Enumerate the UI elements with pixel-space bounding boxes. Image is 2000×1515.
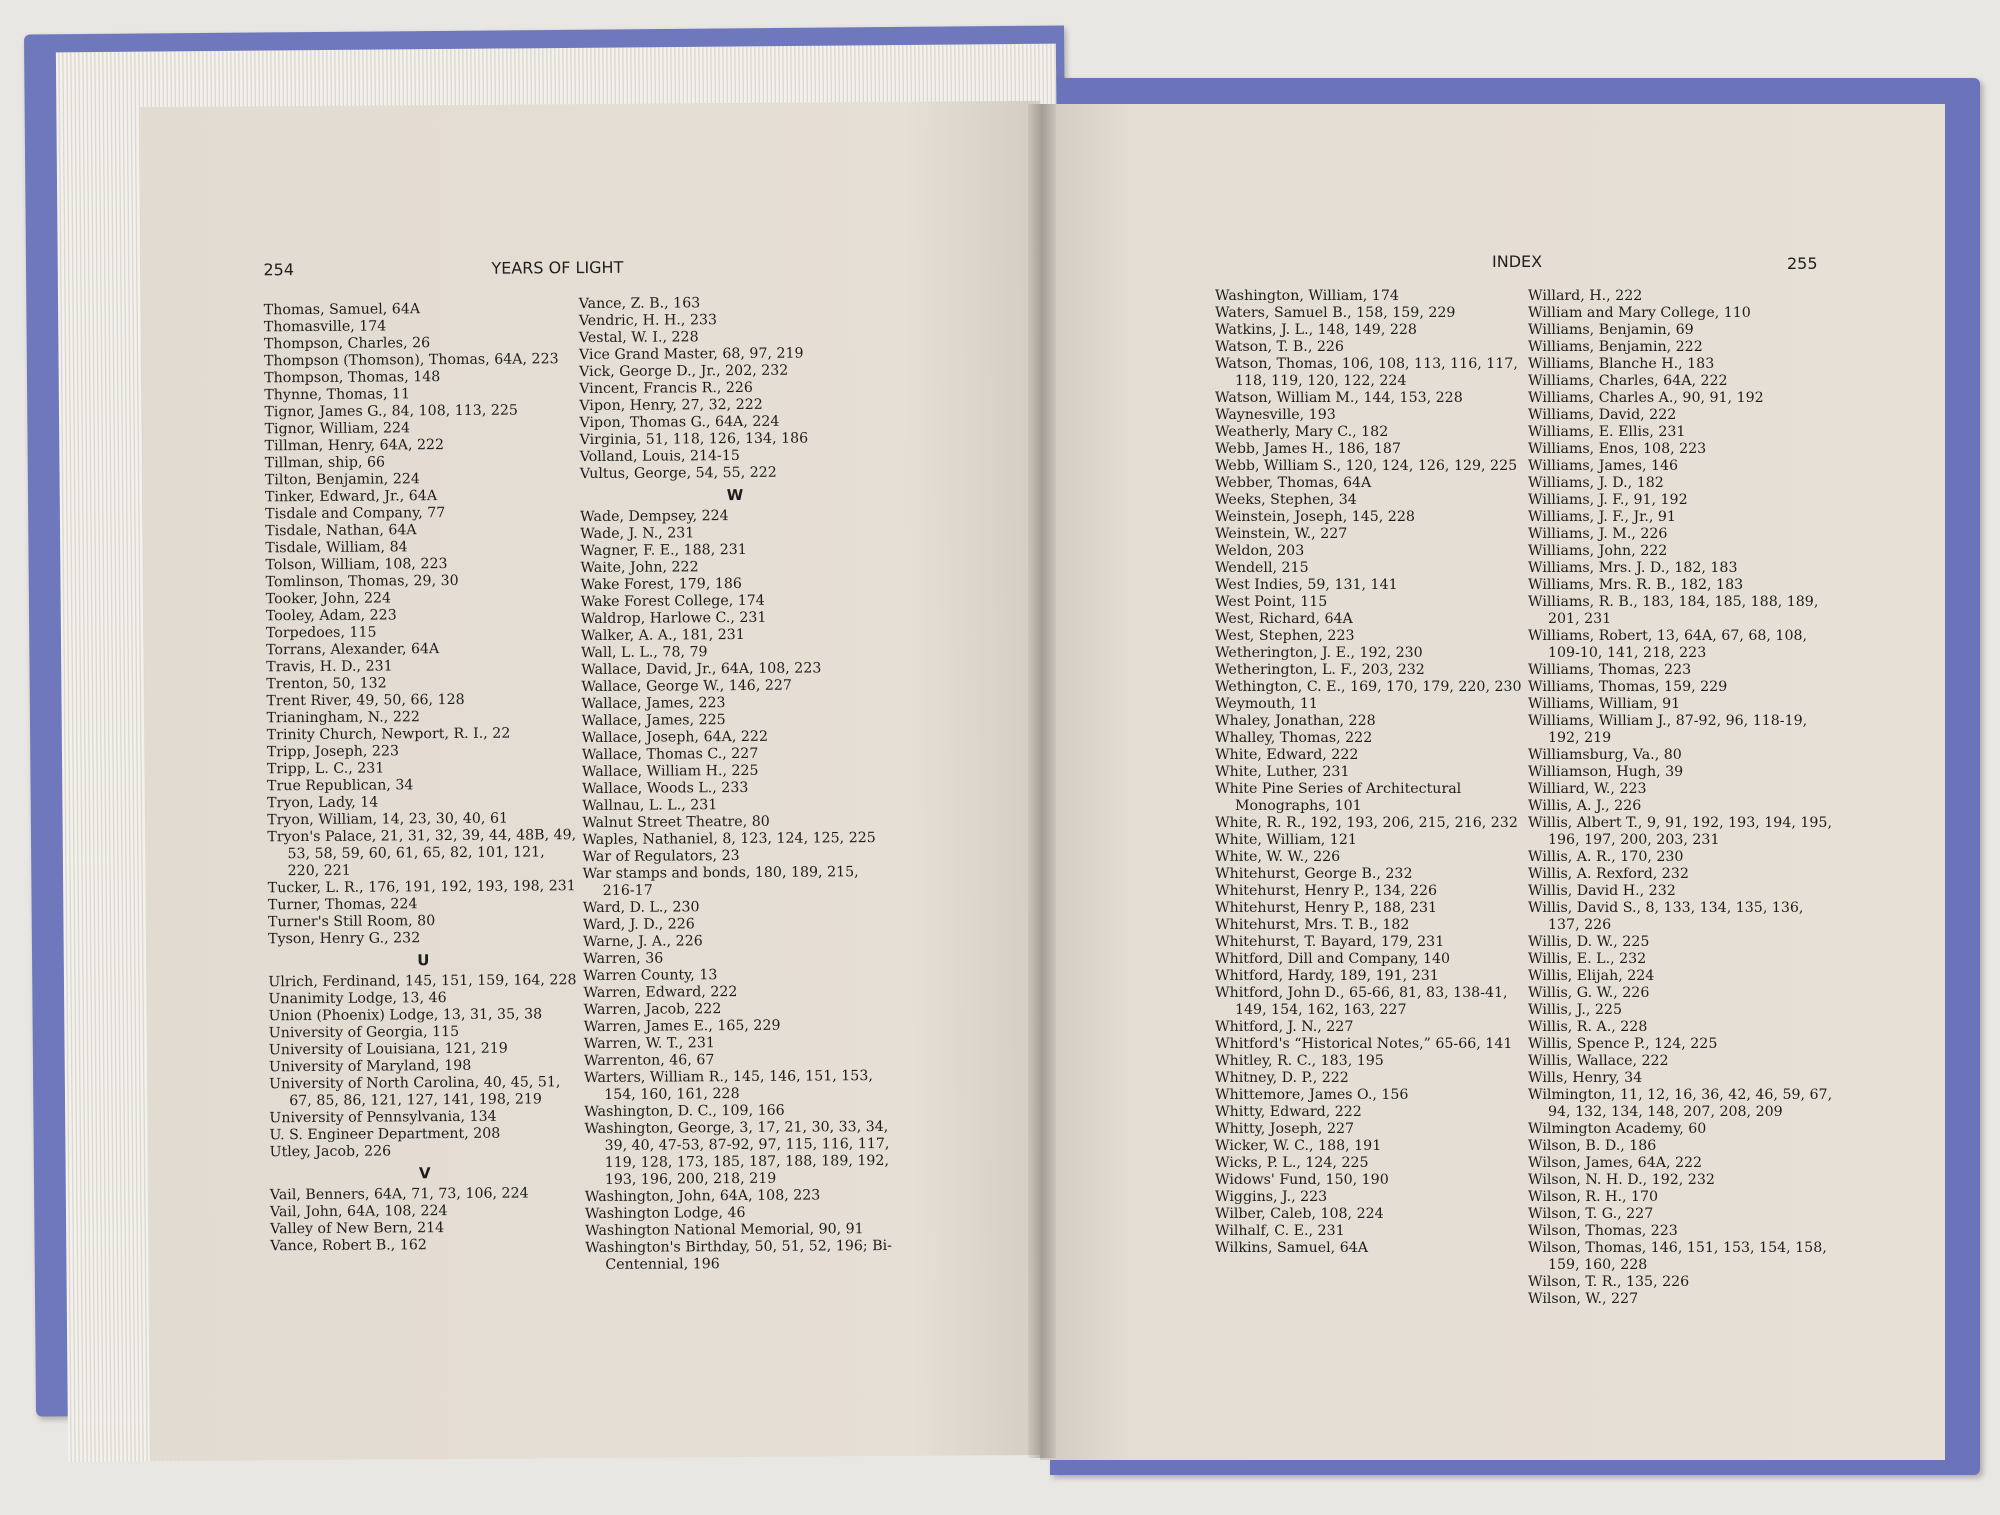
index-entry: Whitehurst, T. Bayard, 179, 231 — [1215, 934, 1445, 950]
index-entry: Williams, J. M., 226 — [1528, 526, 1668, 542]
index-entry: War stamps and bonds, 180, 189, 215, 216-17 — [582, 864, 859, 899]
left-page — [140, 101, 1049, 1461]
right-index-column-1 — [1215, 288, 1525, 1257]
index-entry: Tisdale, William, 84 — [265, 539, 408, 557]
index-entry: Tooker, John, 224 — [265, 590, 392, 608]
index-entry: Whitty, Joseph, 227 — [1215, 1121, 1355, 1137]
index-entry: Willard, H., 222 — [1528, 288, 1643, 304]
left-page-number: 254 — [263, 260, 295, 280]
index-entry: Tignor, William, 224 — [264, 420, 411, 438]
index-entry: Torpedoes, 115 — [265, 624, 377, 642]
index-entry: Williams, Mrs. R. B., 182, 183 — [1528, 577, 1744, 593]
index-entry: Wendell, 215 — [1215, 560, 1309, 576]
index-entry: Williamson, Hugh, 39 — [1528, 764, 1684, 780]
index-entry: Williams, William J., 87-92, 96, 118-19, 192, 219 — [1528, 713, 1808, 746]
index-entry: Virginia, 51, 118, 126, 134, 186 — [579, 430, 809, 449]
index-entry: Vultus, George, 54, 55, 222 — [579, 464, 777, 483]
index-entry: Wilson, T. G., 227 — [1528, 1206, 1654, 1222]
index-entry: Thompson, Thomas, 148 — [264, 369, 441, 387]
index-entry: Willis, J., 225 — [1528, 1002, 1622, 1018]
index-entry: Whitford, John D., 65-66, 81, 83, 138-41, 149, 154, 162, 163, 227 — [1215, 985, 1508, 1018]
index-entry: University of Louisiana, 121, 219 — [268, 1040, 508, 1059]
index-entry: Williams, Charles A., 90, 91, 192 — [1528, 390, 1764, 406]
index-entry: Vance, Z. B., 163 — [578, 295, 701, 313]
index-entry: Warren, W. T., 231 — [583, 1035, 715, 1053]
index-entry: Vail, Benners, 64A, 71, 73, 106, 224 — [269, 1185, 529, 1204]
index-entry: Wiggins, J., 223 — [1215, 1189, 1328, 1205]
index-entry: Valley of New Bern, 214 — [270, 1220, 445, 1238]
index-entry: Williams, William, 91 — [1528, 696, 1681, 712]
index-entry: Washington National Memorial, 90, 91 — [585, 1221, 864, 1240]
index-entry: Weatherly, Mary C., 182 — [1215, 424, 1389, 440]
index-entry: Willis, Albert T., 9, 91, 192, 193, 194, 195, 196, 197, 200, 203, 231 — [1528, 815, 1832, 848]
index-entry: White, Luther, 231 — [1215, 764, 1350, 780]
index-entry: Washington, D. C., 109, 166 — [584, 1102, 785, 1121]
index-entry: Vice Grand Master, 68, 97, 219 — [578, 345, 804, 364]
index-entry: Wilber, Caleb, 108, 224 — [1215, 1206, 1384, 1222]
left-running-head: YEARS OF LIGHT — [491, 257, 624, 278]
index-entry: Willis, A. R., 170, 230 — [1528, 849, 1684, 865]
index-entry: Williams, Robert, 13, 64A, 67, 68, 108, 109-10, 141, 218, 223 — [1528, 628, 1808, 661]
index-entry: Warren, 36 — [583, 950, 664, 968]
index-entry: Wilkins, Samuel, 64A — [1215, 1240, 1369, 1256]
index-entry: Tripp, Joseph, 223 — [266, 743, 400, 761]
index-entry: Whitehurst, Henry P., 188, 231 — [1215, 900, 1438, 916]
index-entry: Tinker, Edward, Jr., 64A — [264, 488, 438, 506]
index-entry: Wall, L. L., 78, 79 — [581, 644, 708, 662]
index-entry: Whitford, J. N., 227 — [1215, 1019, 1354, 1035]
index-entry: West, Stephen, 223 — [1215, 628, 1355, 644]
index-entry: Whitford, Hardy, 189, 191, 231 — [1215, 968, 1439, 984]
index-entry: Vick, George D., Jr., 202, 232 — [579, 362, 789, 381]
index-entry: Wallace, George W., 146, 227 — [581, 677, 792, 696]
index-entry: Wetherington, J. E., 192, 230 — [1215, 645, 1423, 661]
index-entry: Williams, J. F., 91, 192 — [1528, 492, 1688, 508]
index-entry: Tripp, L. C., 231 — [266, 760, 385, 778]
index-entry: Thynne, Thomas, 11 — [264, 386, 411, 404]
index-entry: Whitney, D. P., 222 — [1215, 1070, 1349, 1086]
index-entry: Whitty, Edward, 222 — [1215, 1104, 1362, 1120]
index-entry: Wallace, Joseph, 64A, 222 — [581, 728, 769, 747]
index-entry: Williams, Thomas, 159, 229 — [1528, 679, 1728, 695]
index-entry: Unanimity Lodge, 13, 46 — [268, 990, 447, 1008]
index-entry: Travis, H. D., 231 — [266, 658, 393, 676]
index-entry: Williams, Benjamin, 222 — [1528, 339, 1703, 355]
index-entry: Wilmington Academy, 60 — [1528, 1121, 1707, 1137]
index-entry: Wilson, Thomas, 146, 151, 153, 154, 158, 159, 160, 228 — [1528, 1240, 1827, 1273]
index-entry: Webb, James H., 186, 187 — [1215, 441, 1401, 457]
index-entry: Whitehurst, George B., 232 — [1215, 866, 1413, 882]
index-entry: Watson, Thomas, 106, 108, 113, 116, 117, 118, 119, 120, 122, 224 — [1215, 356, 1518, 389]
index-entry: Weymouth, 11 — [1215, 696, 1318, 712]
index-entry: White, William, 121 — [1215, 832, 1357, 848]
index-entry: Wilson, T. R., 135, 226 — [1528, 1274, 1690, 1290]
index-entry: Warters, William R., 145, 146, 151, 153, 154, 160, 161, 228 — [584, 1068, 873, 1103]
index-entry: Volland, Louis, 214-15 — [579, 447, 740, 466]
index-entry: Watkins, J. L., 148, 149, 228 — [1215, 322, 1417, 338]
index-entry: Williams, Charles, 64A, 222 — [1528, 373, 1728, 389]
index-entry: Tucker, L. R., 176, 191, 192, 193, 198, 231 — [267, 878, 576, 897]
index-entry: Thompson, Charles, 26 — [263, 335, 431, 353]
index-entry: Walnut Street Theatre, 80 — [582, 813, 770, 832]
index-entry: Whitley, R. C., 183, 195 — [1215, 1053, 1384, 1069]
index-entry: West Point, 115 — [1215, 594, 1328, 610]
index-entry: Washington, George, 3, 17, 21, 30, 33, 34, 39, 40, 47-53, 87-92, 97, 115, 116, 117, 119, 128, 173, 185, 187, 188, 189, 192, 193, 196, 200, 218, 219 — [584, 1118, 890, 1188]
index-entry: Vipon, Henry, 27, 32, 222 — [579, 396, 763, 415]
index-entry: Willis, Spence P., 124, 225 — [1528, 1036, 1718, 1052]
index-entry: Waite, John, 222 — [580, 559, 699, 577]
index-entry: Wilson, James, 64A, 222 — [1528, 1155, 1703, 1171]
index-entry: Whalley, Thomas, 222 — [1215, 730, 1373, 746]
index-entry: Vail, John, 64A, 108, 224 — [269, 1203, 448, 1221]
index-entry: Tryon's Palace, 21, 31, 32, 39, 44, 48B, 49, 53, 58, 59, 60, 61, 65, 82, 101, 121, 220, 221 — [267, 827, 577, 880]
index-entry: Willis, G. W., 226 — [1528, 985, 1650, 1001]
index-entry: Wilson, N. H. D., 192, 232 — [1528, 1172, 1715, 1188]
index-entry: Union (Phoenix) Lodge, 13, 31, 35, 38 — [268, 1006, 543, 1025]
index-entry: Whitford's “Historical Notes,” 65-66, 141 — [1215, 1036, 1513, 1052]
index-entry: Willis, David H., 232 — [1528, 883, 1676, 899]
index-entry: Webb, William S., 120, 124, 126, 129, 225 — [1215, 458, 1518, 474]
index-entry: Willis, D. W., 225 — [1528, 934, 1650, 950]
index-entry: Thomas, Samuel, 64A — [263, 301, 421, 319]
index-entry: Tillman, ship, 66 — [264, 454, 386, 472]
index-entry: Whitford, Dill and Company, 140 — [1215, 951, 1451, 967]
index-entry: Wallace, Thomas C., 227 — [581, 745, 759, 764]
index-entry: Wallace, James, 225 — [581, 712, 726, 730]
index-entry: Torrans, Alexander, 64A — [266, 641, 440, 659]
index-entry: Wallace, James, 223 — [581, 695, 726, 713]
index-entry: Ward, D. L., 230 — [582, 899, 700, 917]
index-entry: Williams, R. B., 183, 184, 185, 188, 189, 201, 231 — [1528, 594, 1819, 627]
index-entry: White, R. R., 192, 193, 206, 215, 216, 232 — [1215, 815, 1518, 831]
index-entry: University of Pennsylvania, 134 — [269, 1108, 497, 1127]
index-entry: Vance, Robert B., 162 — [270, 1237, 427, 1255]
index-entry: Tolson, William, 108, 223 — [265, 556, 448, 574]
index-entry: Wetherington, L. F., 203, 232 — [1215, 662, 1425, 678]
index-entry: Waples, Nathaniel, 8, 123, 124, 125, 225 — [582, 830, 876, 849]
index-entry: Turner's Still Room, 80 — [267, 913, 436, 931]
index-entry: Vendric, H. H., 233 — [578, 312, 718, 330]
index-entry: Williams, Benjamin, 69 — [1528, 322, 1694, 338]
index-entry: Tryon, Lady, 14 — [267, 794, 379, 812]
index-entry: Williams, James, 146 — [1528, 458, 1679, 474]
index-entry: Walker, A. A., 181, 231 — [580, 626, 745, 645]
index-entry: Whaley, Jonathan, 228 — [1215, 713, 1376, 729]
index-entry: Weinstein, W., 227 — [1215, 526, 1348, 542]
index-entry: Williams, Thomas, 223 — [1528, 662, 1692, 678]
index-entry: Waters, Samuel B., 158, 159, 229 — [1215, 305, 1456, 321]
index-entry: Wilson, W., 227 — [1528, 1291, 1639, 1307]
index-entry: Waldrop, Harlowe C., 231 — [580, 609, 767, 628]
index-entry: Weeks, Stephen, 34 — [1215, 492, 1357, 508]
index-entry: Wallace, William H., 225 — [581, 762, 759, 781]
index-entry: Tignor, James G., 84, 108, 113, 225 — [264, 402, 518, 421]
index-entry: Trent River, 49, 50, 66, 128 — [266, 691, 465, 710]
book-gutter — [1028, 104, 1056, 1458]
index-entry: Turner, Thomas, 224 — [267, 896, 418, 914]
index-entry: Warne, J. A., 226 — [583, 933, 703, 951]
index-entry: Willis, E. L., 232 — [1528, 951, 1647, 967]
index-entry: Wagner, F. E., 188, 231 — [580, 541, 747, 560]
index-entry: Washington, John, 64A, 108, 223 — [584, 1187, 821, 1206]
index-entry: Williard, W., 223 — [1528, 781, 1647, 797]
index-entry: University of Georgia, 115 — [268, 1023, 460, 1042]
index-entry: Wethington, C. E., 169, 170, 179, 220, 230 — [1215, 679, 1522, 695]
index-entry: Wills, Henry, 34 — [1528, 1070, 1643, 1086]
index-entry: Tisdale and Company, 77 — [265, 505, 446, 523]
index-entry: Wake Forest College, 174 — [580, 592, 765, 611]
index-entry: Williams, E. Ellis, 231 — [1528, 424, 1686, 440]
index-entry: Whitehurst, Mrs. T. B., 182 — [1215, 917, 1410, 933]
index-entry: Willis, Wallace, 222 — [1528, 1053, 1669, 1069]
index-entry: Tomlinson, Thomas, 29, 30 — [265, 572, 459, 591]
right-page-number: 255 — [1787, 254, 1818, 273]
index-entry: Warren County, 13 — [583, 967, 718, 985]
index-entry: Williams, David, 222 — [1528, 407, 1677, 423]
index-entry: White, W. W., 226 — [1215, 849, 1341, 865]
left-index-column-2 — [579, 294, 896, 1274]
index-entry: Thomasville, 174 — [263, 318, 387, 336]
index-entry: True Republican, 34 — [266, 777, 414, 795]
index-entry: West, Richard, 64A — [1215, 611, 1353, 627]
index-entry: Tryon, William, 14, 23, 30, 40, 61 — [267, 810, 509, 829]
index-entry: Thompson (Thomson), Thomas, 64A, 223 — [264, 351, 559, 370]
index-entry: Wade, J. N., 231 — [580, 525, 695, 543]
index-entry: Willis, R. A., 228 — [1528, 1019, 1648, 1035]
index-entry: Trianingham, N., 222 — [266, 709, 420, 727]
right-page — [1040, 104, 1945, 1460]
index-entry: Wilson, R. H., 170 — [1528, 1189, 1659, 1205]
index-entry: Wade, Dempsey, 224 — [580, 508, 729, 526]
index-entry: Wilson, B. D., 186 — [1528, 1138, 1657, 1154]
index-entry: Wallnau, L. L., 231 — [582, 797, 718, 815]
index-entry: Washington Lodge, 46 — [584, 1204, 746, 1223]
index-entry: Watson, T. B., 226 — [1215, 339, 1344, 355]
index-entry: Warren, Edward, 222 — [583, 984, 738, 1002]
index-entry: Trinity Church, Newport, R. I., 22 — [266, 725, 511, 744]
index-entry: William and Mary College, 110 — [1528, 305, 1751, 321]
index-entry: Vestal, W. I., 228 — [578, 329, 699, 347]
index-entry: Williams, Mrs. J. D., 182, 183 — [1528, 560, 1738, 576]
index-entry: Webber, Thomas, 64A — [1215, 475, 1372, 491]
index-entry: White, Edward, 222 — [1215, 747, 1359, 763]
index-entry: Trenton, 50, 132 — [266, 675, 387, 693]
index-entry: Wallace, David, Jr., 64A, 108, 223 — [581, 660, 822, 679]
index-letter-heading: U — [417, 951, 430, 970]
index-entry: Willis, Elijah, 224 — [1528, 968, 1655, 984]
index-entry: Willis, David S., 8, 133, 134, 135, 136, 137, 226 — [1528, 900, 1804, 933]
index-entry: War of Regulators, 23 — [582, 847, 740, 866]
index-entry: Weinstein, Joseph, 145, 228 — [1215, 509, 1415, 525]
index-letter-heading: V — [418, 1164, 431, 1183]
index-entry: Williams, J. D., 182 — [1528, 475, 1664, 491]
index-entry: Widows' Fund, 150, 190 — [1215, 1172, 1389, 1188]
index-entry: Williamsburg, Va., 80 — [1528, 747, 1682, 763]
index-entry: Washington's Birthday, 50, 51, 52, 196; Bi-Centennial, 196 — [585, 1237, 892, 1273]
index-entry: Williams, John, 222 — [1528, 543, 1668, 559]
index-entry: Tyson, Henry G., 232 — [268, 930, 421, 948]
index-entry: Ward, J. D., 226 — [582, 916, 695, 934]
index-letter-heading: W — [726, 485, 744, 505]
index-entry: Watson, William M., 144, 153, 228 — [1215, 390, 1463, 406]
index-entry: Warrenton, 46, 67 — [583, 1052, 715, 1070]
index-entry: Vincent, Francis R., 226 — [579, 379, 753, 398]
index-entry: U. S. Engineer Department, 208 — [269, 1125, 501, 1144]
index-entry: Vipon, Thomas G., 64A, 224 — [579, 413, 780, 432]
index-entry: Willis, A. J., 226 — [1528, 798, 1642, 814]
index-entry: Tilton, Benjamin, 224 — [264, 471, 420, 489]
index-entry: White Pine Series of Architectural Monographs, 101 — [1215, 781, 1462, 814]
index-entry: University of Maryland, 198 — [268, 1057, 472, 1076]
index-entry: Wicker, W. C., 188, 191 — [1215, 1138, 1382, 1154]
index-entry: Tisdale, Nathan, 64A — [265, 522, 417, 540]
index-entry: Ulrich, Ferdinand, 145, 151, 159, 164, 228 — [268, 972, 577, 991]
index-entry: Williams, Blanche H., 183 — [1528, 356, 1715, 372]
index-entry: Wilhalf, C. E., 231 — [1215, 1223, 1345, 1239]
index-entry: Williams, J. F., Jr., 91 — [1528, 509, 1676, 525]
index-entry: University of North Carolina, 40, 45, 51, 67, 85, 86, 121, 127, 141, 198, 219 — [269, 1074, 561, 1110]
right-running-head: INDEX — [1492, 252, 1543, 271]
index-entry: Whitehurst, Henry P., 134, 226 — [1215, 883, 1438, 899]
index-entry: Warren, James E., 165, 229 — [583, 1017, 781, 1036]
index-entry: Wallace, Woods L., 233 — [582, 779, 749, 798]
index-entry: Wake Forest, 179, 186 — [580, 575, 742, 594]
index-entry: Wilson, Thomas, 223 — [1528, 1223, 1678, 1239]
index-entry: Wilmington, 11, 12, 16, 36, 42, 46, 59, 67, 94, 132, 134, 148, 207, 208, 209 — [1528, 1087, 1833, 1120]
index-entry: Utley, Jacob, 226 — [269, 1143, 392, 1161]
index-entry: Williams, Enos, 108, 223 — [1528, 441, 1707, 457]
index-entry: Waynesville, 193 — [1215, 407, 1336, 423]
index-entry: Weldon, 203 — [1215, 543, 1305, 559]
index-entry: West Indies, 59, 131, 141 — [1215, 577, 1398, 593]
index-entry: Tillman, Henry, 64A, 222 — [264, 437, 445, 455]
index-entry: Willis, A. Rexford, 232 — [1528, 866, 1689, 882]
index-entry: Tooley, Adam, 223 — [265, 607, 397, 625]
index-entry: Washington, William, 174 — [1215, 288, 1399, 304]
left-index-column-1 — [264, 300, 581, 1255]
index-entry: Whittemore, James O., 156 — [1215, 1087, 1409, 1103]
right-index-column-2 — [1528, 288, 1838, 1308]
index-entry: Warren, Jacob, 222 — [583, 1001, 722, 1019]
index-entry: Wicks, P. L., 124, 225 — [1215, 1155, 1369, 1171]
